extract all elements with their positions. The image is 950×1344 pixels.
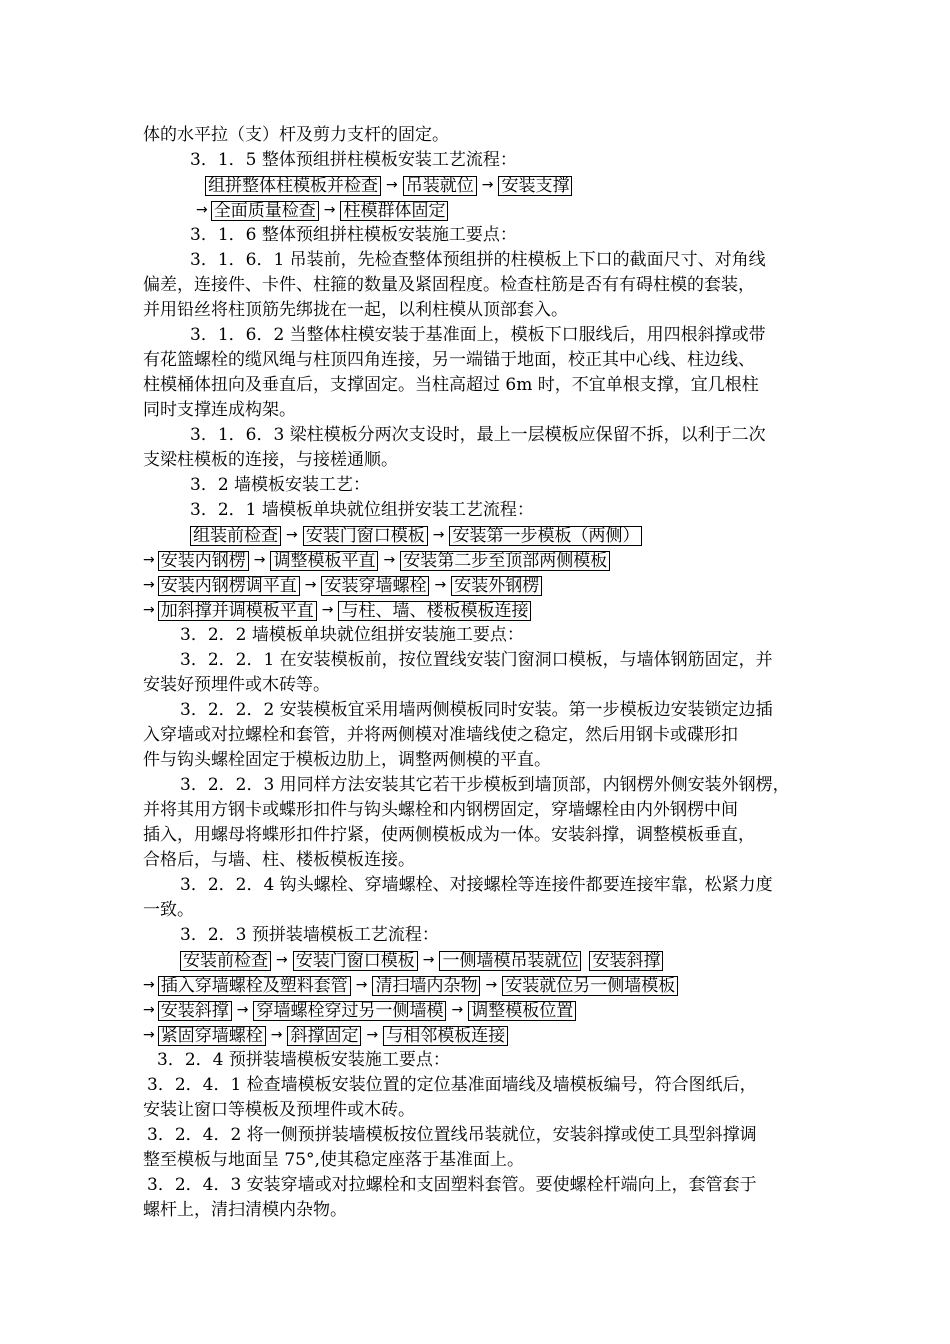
paragraph-line: 3．1．6．3 梁柱模板分两次支设时，最上一层模板应保留不拆，以利于二次	[190, 425, 766, 445]
paragraph-line: 同时支撑连成构架。	[143, 400, 296, 420]
paragraph-line: 偏差，连接件、卡件、柱箍的数量及紧固程度。检查柱筋是否有有碍柱模的套装，	[143, 275, 755, 295]
flow-step: 一侧墙模吊装就位	[439, 951, 581, 971]
flow-step: 与柱、墙、楼板模板连接	[338, 601, 531, 621]
flow-step: 柱模群体固定	[340, 201, 448, 221]
paragraph-line: 有花篮螺栓的缆风绳与柱顶四角连接，另一端锚于地面，校正其中心线、柱边线、	[143, 350, 755, 370]
flow-step: 安装第一步模板（两侧）	[449, 526, 642, 546]
flowchart-row	[143, 1023, 508, 1048]
flowchart-row	[143, 573, 542, 598]
paragraph-line: 3．2．2．4 钩头螺栓、穿墙螺栓、对接螺栓等连接件都要连接牢靠，松紧力度	[180, 875, 773, 895]
arrow-icon: →	[323, 202, 336, 218]
paragraph-line: 3．1．6．2 当整体柱模安装于基准面上，模板下口服线后，用四根斜撑或带	[190, 325, 766, 345]
section-heading: 3．2 墙模板安装工艺：	[190, 475, 371, 495]
flow-step: 安装斜撑	[158, 1001, 232, 1021]
paragraph-line: 入穿墙或对拉螺栓和套管，并将两侧模对准墙线使之稳定，然后用钢卡或碟形扣	[143, 725, 738, 745]
flow-step: 安装穿墙螺栓	[321, 576, 429, 596]
flow-step: 安装外钢楞	[451, 576, 542, 596]
paragraph-line: 3．2．2．1 在安装模板前，按位置线安装门窗洞口模板，与墙体钢筋固定，并	[180, 650, 773, 670]
flow-step: 斜撑固定	[287, 1026, 361, 1046]
arrow-icon: →	[432, 527, 445, 543]
flow-step: 清扫墙内杂物	[372, 976, 480, 996]
flowchart-row	[196, 198, 448, 223]
arrow-icon: →	[143, 602, 155, 618]
flow-step: 加斜撑并调模板平直	[158, 601, 317, 621]
flow-step: 安装就位另一侧墙模板	[502, 976, 678, 996]
arrow-icon: →	[143, 577, 155, 593]
paragraph-line: 安装好预埋件或木砖等。	[143, 675, 330, 695]
arrow-icon: →	[143, 977, 155, 993]
flowchart-row	[190, 523, 642, 548]
arrow-icon: →	[386, 177, 398, 193]
arrow-icon: →	[422, 952, 435, 968]
flowchart-row	[143, 998, 576, 1023]
paragraph-line: 件与钩头螺栓固定于模板边肋上，调整两侧模的平直。	[143, 750, 551, 770]
arrow-icon: →	[485, 977, 498, 993]
arrow-icon: →	[481, 177, 494, 193]
arrow-icon: →	[321, 602, 334, 618]
flow-step: 吊装就位	[403, 176, 477, 196]
flow-step: 安装斜撑	[589, 951, 663, 971]
flow-step: 安装内钢楞	[158, 551, 249, 571]
paragraph-line: 3．2．2．3 用同样方法安装其它若干步模板到墙顶部，内钢楞外侧安装外钢楞，	[180, 775, 790, 795]
flow-step: 紧固穿墙螺栓	[158, 1026, 266, 1046]
paragraph-line: 插入，用螺母将蝶形扣件拧紧，使两侧模板成为一体。安装斜撑，调整模板垂直，	[143, 825, 755, 845]
flow-step: 与相邻模板连接	[383, 1026, 508, 1046]
flow-step: 安装内钢楞调平直	[158, 576, 300, 596]
flow-step: 安装前检查	[180, 951, 271, 971]
flowchart-row	[143, 973, 678, 998]
arrow-icon: →	[451, 1002, 464, 1018]
arrow-icon: →	[270, 1027, 283, 1043]
flowchart-row	[143, 548, 610, 573]
flow-step: 组拼整体柱模板并检查	[205, 176, 381, 196]
paragraph-line: 3．2．4．3 安装穿墙或对拉螺栓和支固塑料套管。要使螺栓杆端向上，套管套于	[147, 1175, 757, 1195]
arrow-icon: →	[383, 552, 396, 568]
paragraph-line: 3．2．4．1 检查墙模板安装位置的定位基准面墙线及墙模板编号，符合图纸后，	[147, 1075, 757, 1095]
flow-step: 插入穿墙螺栓及塑料套管	[158, 976, 351, 996]
paragraph-line: 螺杆上，清扫清模内杂物。	[143, 1200, 347, 1220]
arrow-icon: →	[276, 952, 288, 968]
paragraph-line: 3．1．6．1 吊装前，先检查整体预组拼的柱模板上下口的截面尺寸、对角线	[190, 250, 766, 270]
flow-step: 全面质量检查	[211, 201, 319, 221]
arrow-icon: →	[143, 552, 155, 568]
flow-step: 组装前检查	[190, 526, 281, 546]
paragraph-line: 一致。	[143, 900, 194, 920]
flow-step: 调整模板平直	[270, 551, 378, 571]
arrow-icon: →	[355, 977, 368, 993]
paragraph-line: 合格后，与墙、柱、楼板模板连接。	[143, 850, 415, 870]
arrow-icon: →	[286, 527, 298, 543]
arrow-icon: →	[366, 1027, 379, 1043]
arrow-icon: →	[253, 552, 266, 568]
arrow-icon: →	[304, 577, 317, 593]
flow-step: 穿墙螺栓穿过另一侧墙模	[253, 1001, 446, 1021]
paragraph-line: 并用铅丝将柱顶筋先绑拢在一起，以利柱模从顶部套入。	[143, 300, 568, 320]
section-heading: 3．1．6 整体预组拼柱模板安装施工要点：	[190, 225, 517, 245]
paragraph-line: 并将其用方钢卡或蝶形扣件与钩头螺栓和内钢楞固定，穿墙螺栓由内外钢楞中间	[143, 800, 738, 820]
paragraph-line: 安装让窗口等模板及预埋件或木砖。	[143, 1100, 415, 1120]
paragraph-line: 柱模桶体扭向及垂直后，支撑固定。当柱高超过 6m 时，不宜单根支撑，宜几根柱	[143, 375, 759, 395]
flow-step: 安装门窗口模板	[303, 526, 428, 546]
flowchart-row	[143, 598, 531, 623]
section-heading: 3．2．1 墙模板单块就位组拼安装工艺流程：	[190, 500, 534, 520]
arrow-icon: →	[236, 1002, 249, 1018]
flowchart-row	[205, 173, 572, 198]
arrow-icon: →	[143, 1027, 155, 1043]
flow-step: 安装支撑	[498, 176, 572, 196]
flow-step: 调整模板位置	[468, 1001, 576, 1021]
flow-step: 安装门窗口模板	[293, 951, 418, 971]
paragraph-line: 3．2．2．2 安装模板宜采用墙两侧模板同时安装。第一步模板边安装锁定边插	[180, 700, 773, 720]
paragraph-line: 支梁柱模板的连接，与接槎通顺。	[143, 450, 398, 470]
arrow-icon: →	[143, 1002, 155, 1018]
arrow-icon: →	[434, 577, 447, 593]
section-heading: 3．1．5 整体预组拼柱模板安装工艺流程：	[190, 150, 517, 170]
section-heading: 3．2．3 预拼装墙模板工艺流程：	[180, 925, 439, 945]
section-heading: 3．2．2 墙模板单块就位组拼安装施工要点：	[180, 625, 524, 645]
flow-step: 安装第二步至顶部两侧模板	[400, 551, 610, 571]
paragraph-line: 体的水平拉（支）杆及剪力支杆的固定。	[143, 125, 449, 145]
paragraph-line: 3．2．4．2 将一侧预拼装墙模板按位置线吊装就位，安装斜撑或使工具型斜撑调	[147, 1125, 757, 1145]
paragraph-line: 整至模板与地面呈 75°,使其稳定座落于基准面上。	[143, 1150, 524, 1170]
arrow-icon: →	[196, 202, 208, 218]
section-heading: 3．2．4 预拼装墙模板安装施工要点：	[157, 1050, 450, 1070]
flowchart-row	[180, 948, 663, 973]
